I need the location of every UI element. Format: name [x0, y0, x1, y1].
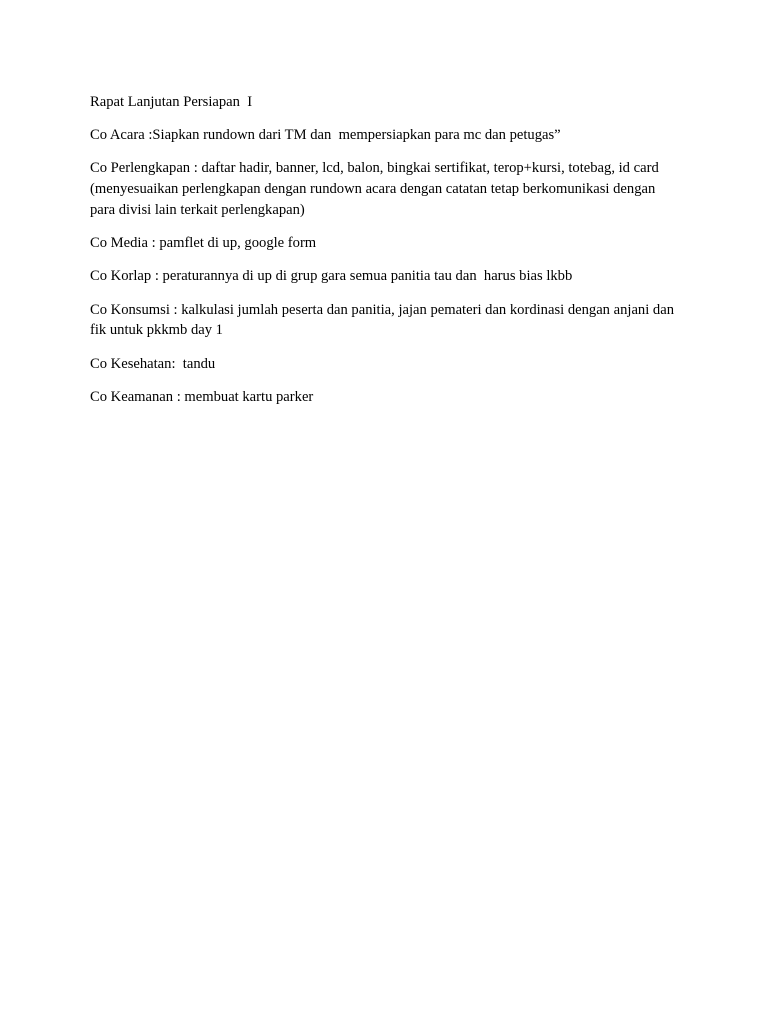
note-co-keamanan: Co Keamanan : membuat kartu parker — [90, 388, 314, 405]
note-co-konsumsi: Co Konsumsi : kalkulasi jumlah peserta dan panitia, jajan pemateri dan kordinasi dengan anjani dan fik untuk pkkmb day 1 — [90, 301, 678, 339]
document-title: Rapat Lanjutan Persiapan I — [90, 94, 253, 110]
note-co-media: Co Media : pamflet di up, google form — [90, 235, 317, 252]
note-co-acara: Co Acara :Siapkan rundown dari TM dan mempersiapkan para mc dan petugas” — [90, 127, 561, 144]
note-co-perlengkapan: Co Perlengkapan : daftar hadir, banner, lcd, balon, bingkai sertifikat, terop+kursi, totebag, id card (menyesuaikan perlengkapan dengan rundown acara dengan catatan tetap berkomunikasi dengan para divisi lain terkait perlengkapan) — [90, 160, 663, 218]
document-body — [90, 92, 680, 420]
note-co-kesehatan: Co Kesehatan: tandu — [90, 355, 216, 372]
note-co-korlap: Co Korlap : peraturannya di up di grup gara semua panitia tau dan harus bias lkbb — [90, 268, 573, 285]
